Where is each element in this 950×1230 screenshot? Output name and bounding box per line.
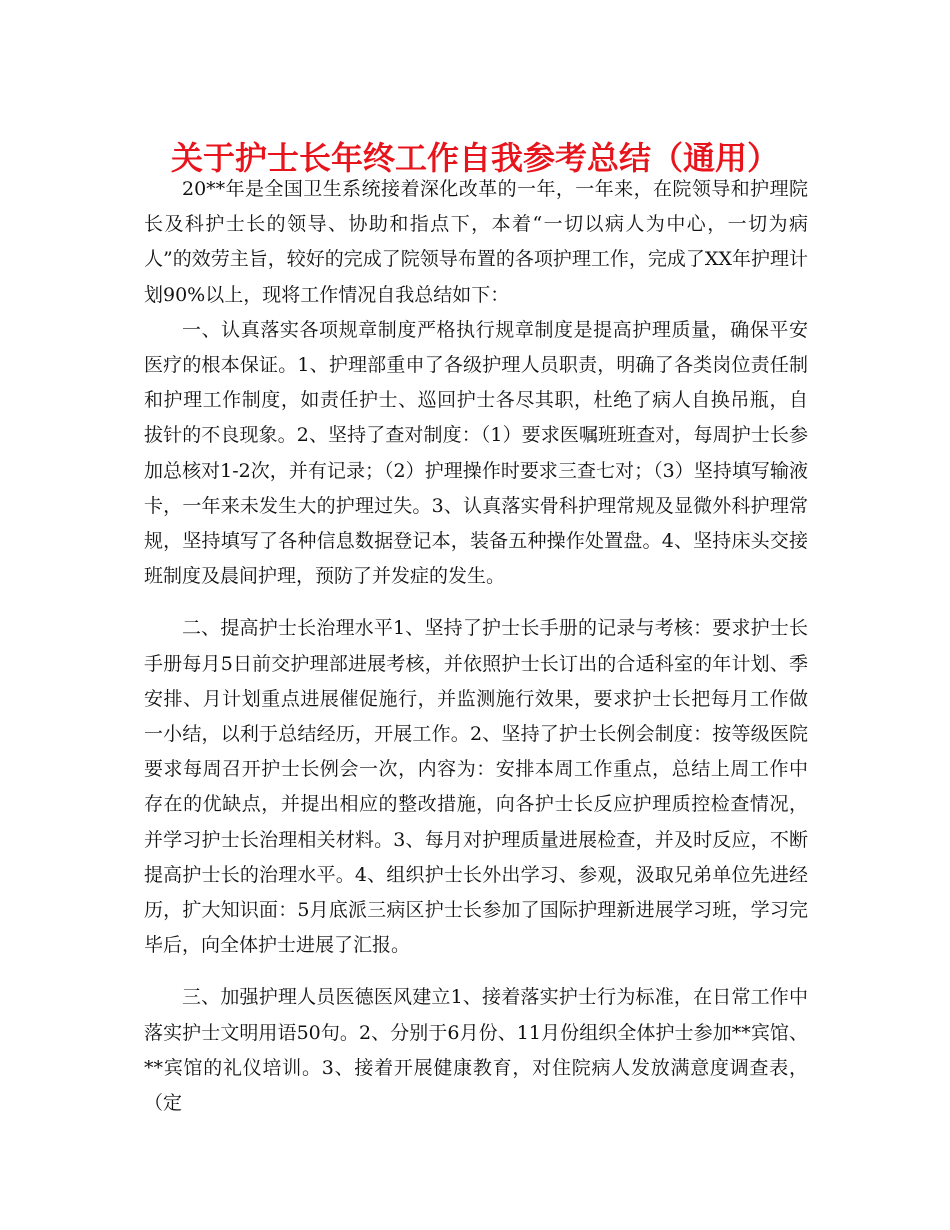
paragraph-intro: 20**年是全国卫生系统接着深化改革的一年，一年来，在院领导和护理院长及科护士长的领导、协助和指点下，本着“一切以病人为中心，一切为病人”的效劳主旨，较好的完成了院领导布置的各项护理工作，完成了XX年护理计划90%以上，现将工作情况自我总结如下： [144,178,808,306]
document-title: 关于护士长年终工作自我参考总结（通用） [170,139,779,177]
paragraph-section-1: 一、认真落实各项规章制度严格执行规章制度是提高护理质量，确保平安医疗的根本保证。1、护理部重申了各级护理人员职责，明确了各类岗位责任制和护理工作制度，如责任护士、巡回护士各尽其职，杜绝了病人自换吊瓶，自拔针的不良现象。2、坚持了查对制度：（1）要求医嘱班班查对，每周护士长参加总核对1-2次，并有记录；（2）护理操作时要求三查七对；（3）坚持填写输液卡，一年来未发生大的护理过失。3、认真落实骨科护理常规及显微外科护理常规，坚持填写了各种信息数据登记本，装备五种操作处置盘。4、坚持床头交接班制度及晨间护理，预防了并发症的发生。 [144,318,808,588]
document-body [144,172,808,1121]
paragraph-section-3: 三、加强护理人员医德医风建立1、接着落实护士行为标准，在日常工作中落实护士文明用语50句。2、分别于6月份、11月份组织全体护士参加**宾馆、**宾馆的礼仪培训。3、接着开展健康教育，对住院病人发放满意度调查表，（定 [144,986,808,1115]
paragraph-section-2: 二、提高护士长治理水平1、坚持了护士长手册的记录与考核：要求护士长手册每月5日前交护理部进展考核，并依照护士长订出的合适科室的年计划、季安排、月计划重点进展催促施行，并监测施行效果，要求护士长把每月工作做一小结，以利于总结经历，开展工作。2、坚持了护士长例会制度：按等级医院要求每周召开护士长例会一次，内容为：安排本周工作重点，总结上周工作中存在的优缺点，并提出相应的整改措施，向各护士长反应护理质控检查情况，并学习护士长治理相关材料。3、每月对护理质量进展检查，并及时反应，不断提高护士长的治理水平。4、组织护士长外出学习、参观，汲取兄弟单位先进经历，扩大知识面：5月底派三病区护士长参加了国际护理新进展学习班，学习完毕后，向全体护士进展了汇报。 [144,617,808,957]
